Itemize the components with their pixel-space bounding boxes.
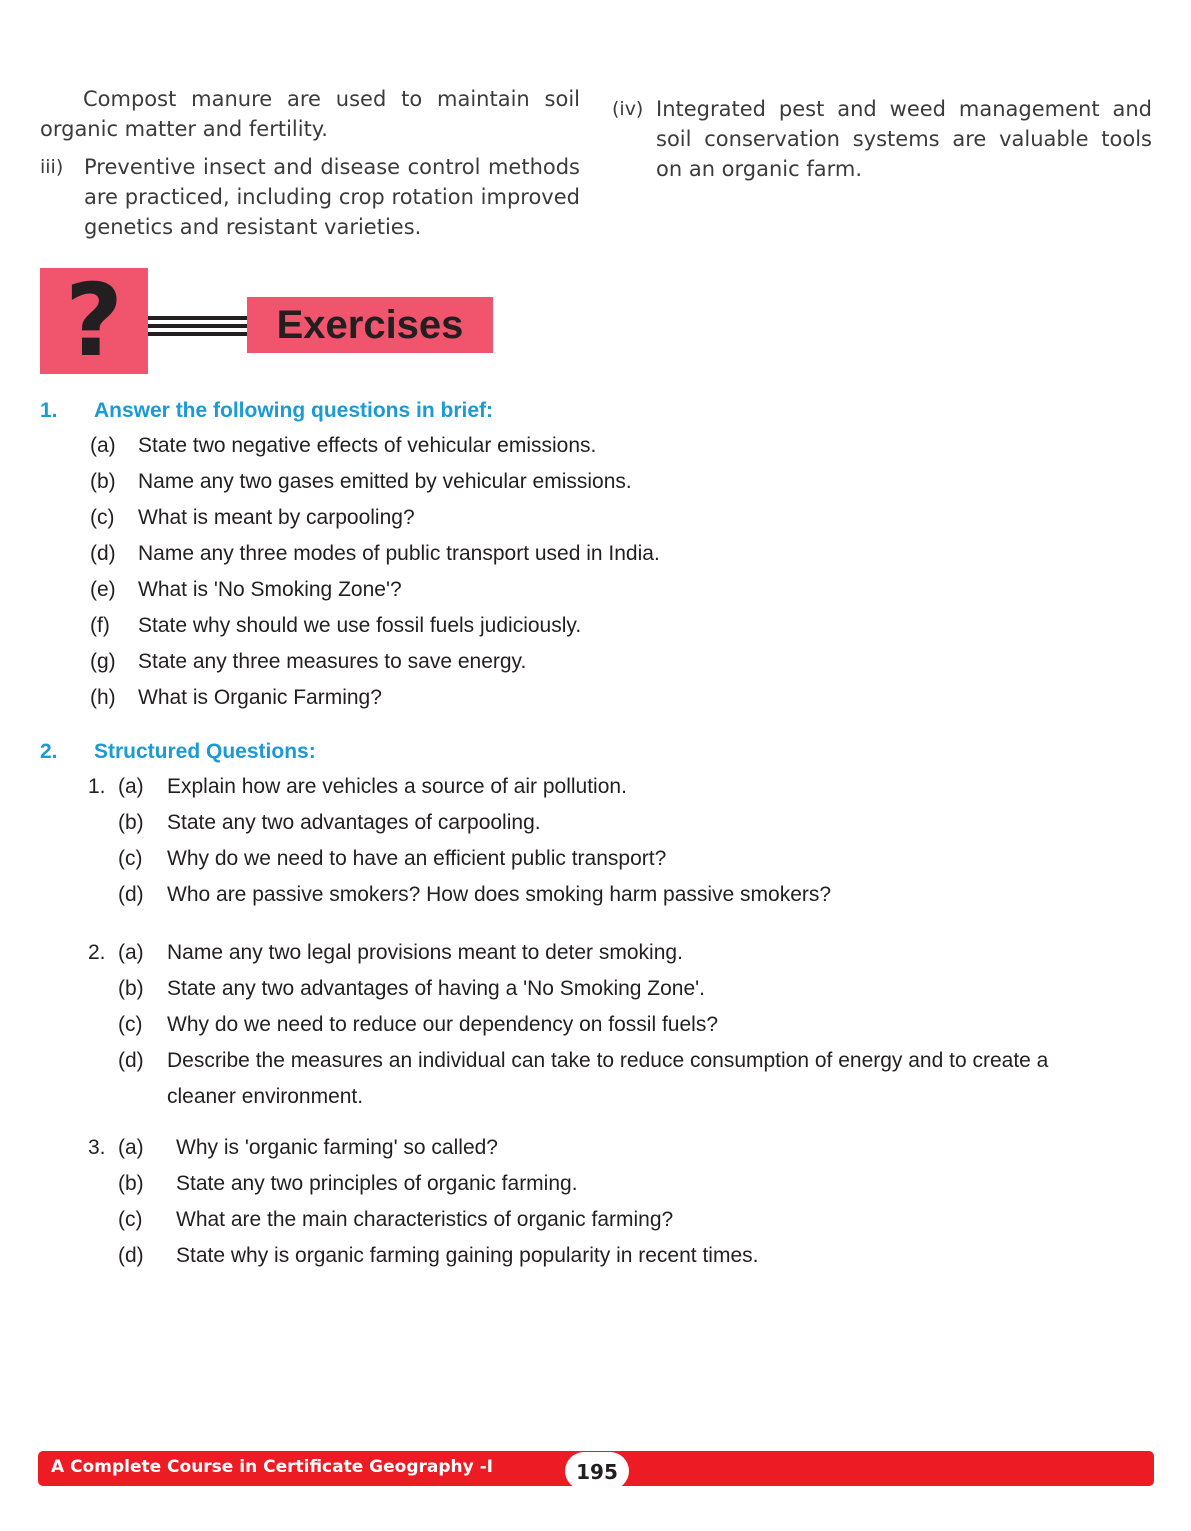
- question-text: State any two advantages of having a 'No Smoking Zone'.: [167, 977, 706, 1000]
- question-text: Why is 'organic farming' so called?: [176, 1136, 498, 1159]
- section-2-heading: [40, 740, 316, 764]
- list-item-iv: [612, 94, 1152, 184]
- question-text: Name any three modes of public transport used in India.: [138, 542, 660, 565]
- question-text: Explain how are vehicles a source of air pollution.: [167, 775, 627, 798]
- section-number: 1.: [40, 399, 58, 422]
- left-column-text: [40, 84, 580, 242]
- list-item-text: Preventive insect and disease control methods are practiced, including crop rotation improved genetics and resistant varieties.: [84, 155, 580, 239]
- question-text: Who are passive smokers? How does smoking harm passive smokers?: [167, 883, 832, 906]
- list-item-number: iii): [40, 156, 64, 178]
- question-label: (c): [118, 1208, 143, 1231]
- section-title: Answer the following questions in brief:: [94, 399, 494, 422]
- list-item-text: Integrated pest and weed management and soil conservation systems are valuable tools on an organic farm.: [656, 97, 1152, 181]
- question-text: Describe the measures an individual can take to reduce consumption of energy and to create a: [167, 1049, 1049, 1072]
- question-text: cleaner environment.: [167, 1085, 364, 1108]
- question-text: Why do we need to reduce our dependency on fossil fuels?: [167, 1013, 719, 1036]
- page-number: 195: [565, 1452, 629, 1490]
- group-number: 2.: [88, 941, 106, 964]
- question-label: (d): [118, 1049, 144, 1072]
- question-label: (b): [118, 1172, 144, 1195]
- question-label: (c): [118, 847, 143, 870]
- section-title: Structured Questions:: [94, 740, 316, 763]
- question-label: (a): [118, 1136, 144, 1159]
- question-text: Name any two gases emitted by vehicular emissions.: [138, 470, 632, 493]
- question-label: (b): [118, 977, 144, 1000]
- question-label: (b): [118, 811, 144, 834]
- book-title: A Complete Course in Certificate Geography -I: [51, 1457, 494, 1477]
- question-label: (d): [118, 883, 144, 906]
- question-label: (h): [90, 686, 116, 709]
- question-text: State any three measures to save energy.: [138, 650, 527, 673]
- question-label: (d): [118, 1244, 144, 1267]
- group-number: 1.: [88, 775, 106, 798]
- question-label: (a): [118, 775, 144, 798]
- question-text: State two negative effects of vehicular emissions.: [138, 434, 597, 457]
- question-label: (c): [90, 506, 115, 529]
- question-text: Name any two legal provisions meant to deter smoking.: [167, 941, 683, 964]
- question-label: (g): [90, 650, 116, 673]
- section-1-heading: [40, 399, 493, 423]
- question-label: (e): [90, 578, 116, 601]
- question-text: Why do we need to have an efficient public transport?: [167, 847, 667, 870]
- list-item-iii: [40, 152, 580, 242]
- question-text: What is 'No Smoking Zone'?: [138, 578, 402, 601]
- list-item-number: (iv): [612, 98, 644, 120]
- question-label: (a): [90, 434, 116, 457]
- question-text: What are the main characteristics of organic farming?: [176, 1208, 674, 1231]
- question-text: State why is organic farming gaining popularity in recent times.: [176, 1244, 759, 1267]
- right-column-text: [612, 94, 1152, 184]
- question-label: (a): [118, 941, 144, 964]
- question-label: (f): [90, 614, 110, 637]
- question-label: (d): [90, 542, 116, 565]
- question-mark-glyph: ?: [64, 262, 123, 379]
- question-label: (c): [118, 1013, 143, 1036]
- exercises-title: Exercises: [247, 297, 493, 353]
- question-text: What is Organic Farming?: [138, 686, 382, 709]
- group-number: 3.: [88, 1136, 106, 1159]
- banner-divider-line: [148, 332, 248, 336]
- question-text: State any two advantages of carpooling.: [167, 811, 541, 834]
- question-mark-icon: [40, 262, 148, 379]
- question-label: (b): [90, 470, 116, 493]
- question-text: State any two principles of organic farming.: [176, 1172, 578, 1195]
- banner-divider-line: [148, 316, 248, 320]
- banner-divider-line: [148, 324, 248, 328]
- compost-paragraph: Compost manure are used to maintain soil organic matter and fertility.: [40, 87, 580, 141]
- section-number: 2.: [40, 740, 58, 763]
- question-text: State why should we use fossil fuels judiciously.: [138, 614, 582, 637]
- question-text: What is meant by carpooling?: [138, 506, 415, 529]
